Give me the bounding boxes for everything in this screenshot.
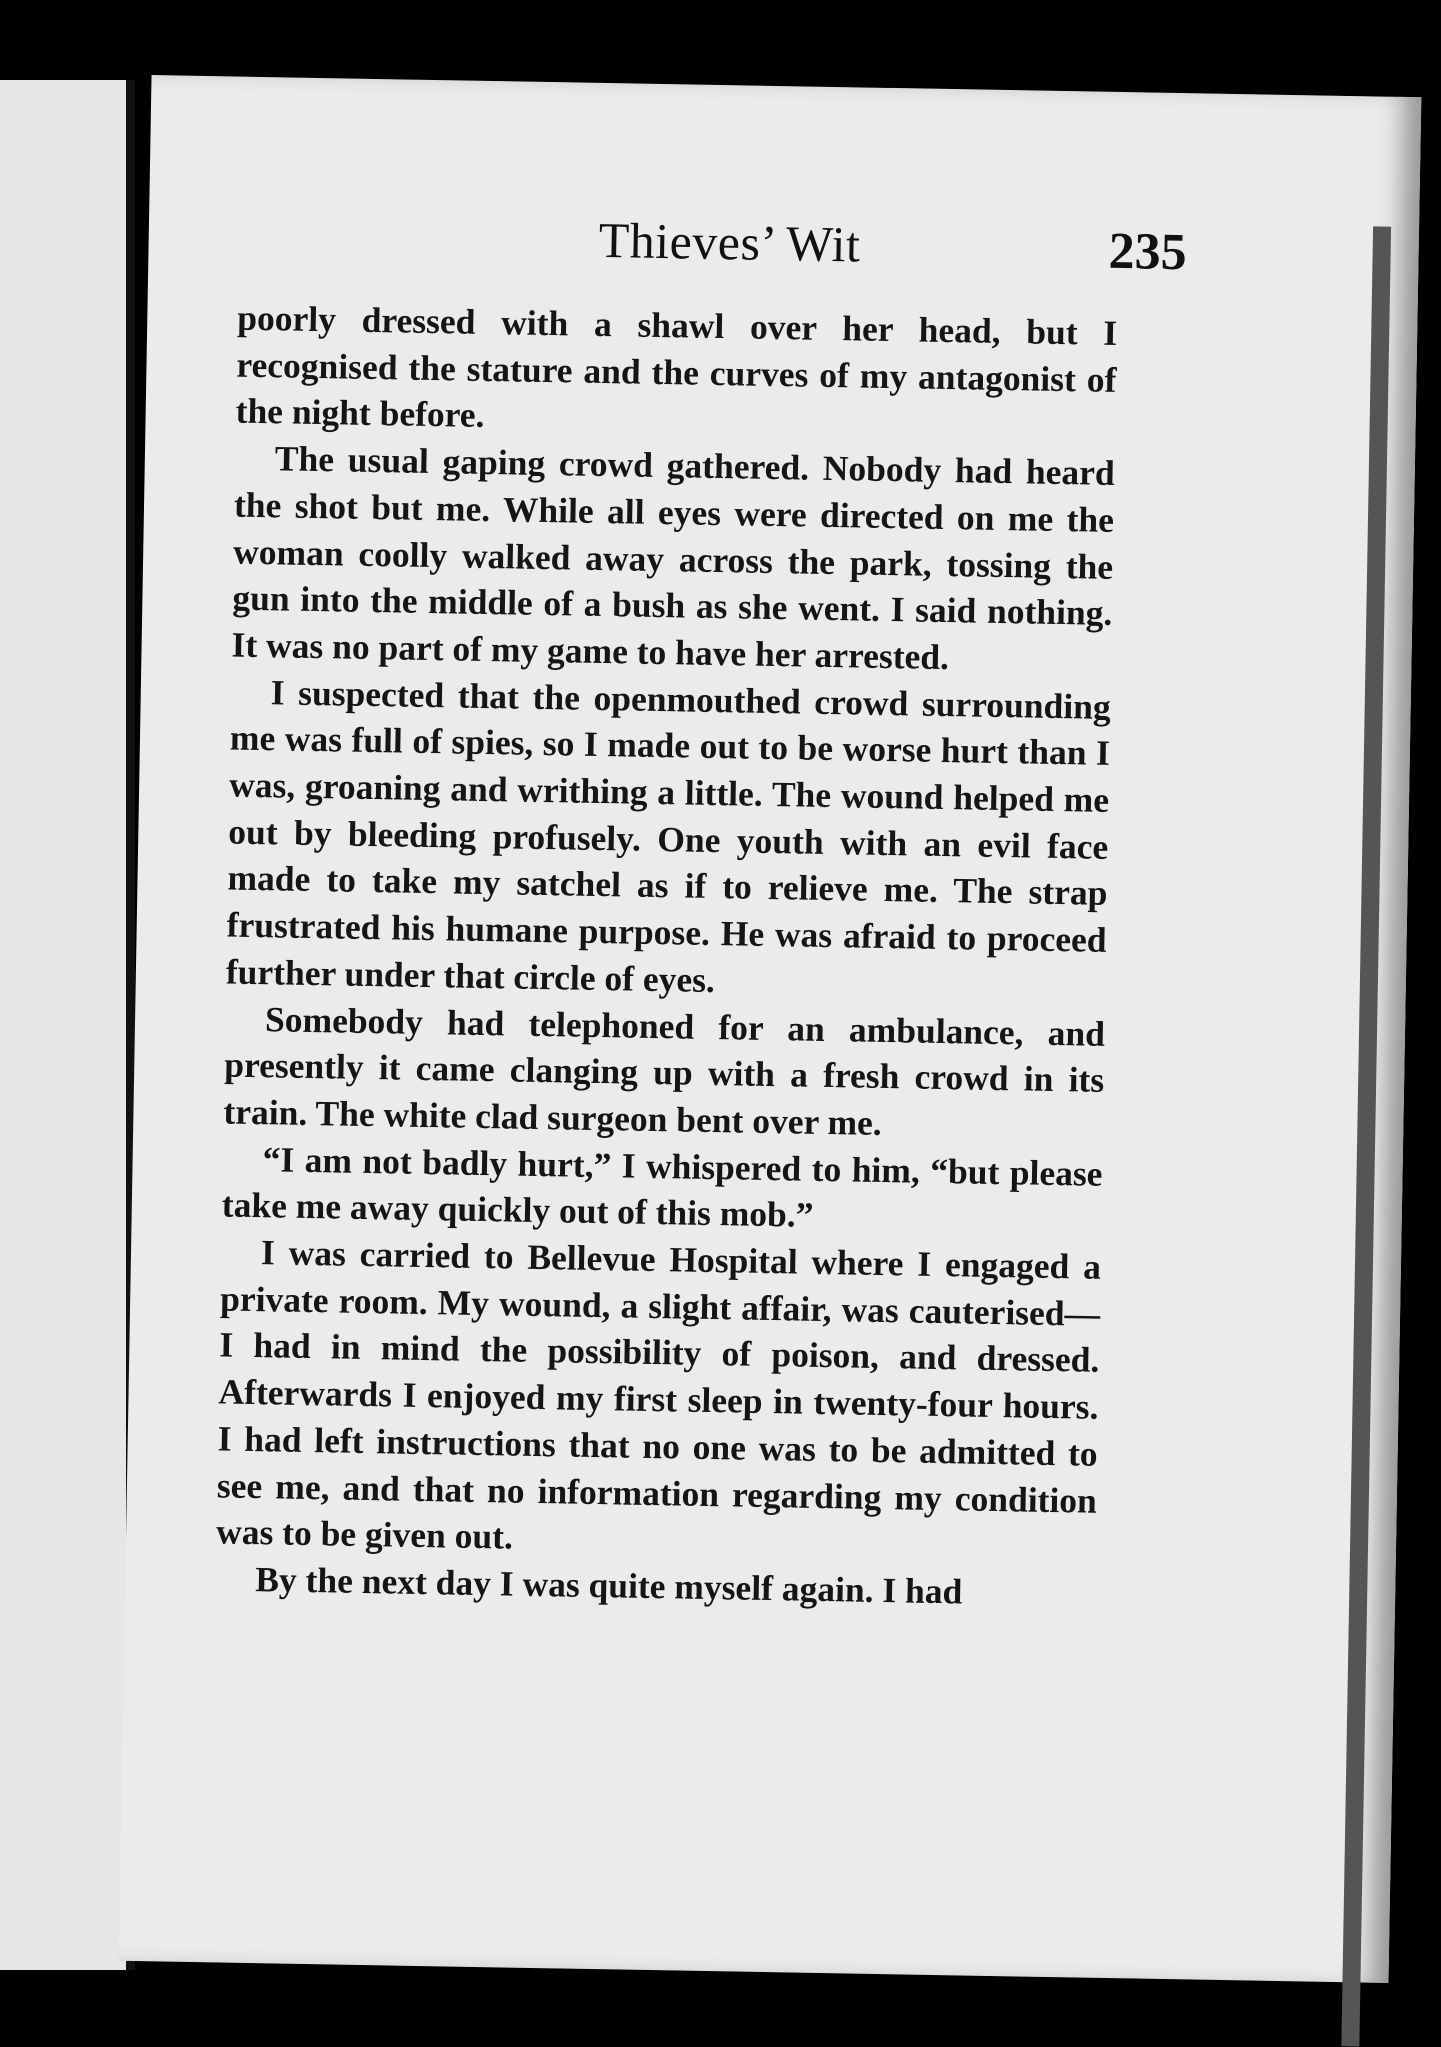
paragraph: The usual gaping crowd gathered. Nobody had heard the shot but me. While all eyes were directed on me the woman coolly walked away across the park, tossing the gun into the middle of a bush as she went. I said nothing. It was no part of my game to have her arrested. — [231, 438, 1116, 677]
paragraph: Somebody had telephoned for an ambulance, and presently it came clanging up with a fresh crowd in its train. The white clad surgeon bent over me. — [223, 998, 1106, 1143]
paragraph: By the next day I was quite myself again. I had — [254, 1559, 963, 1612]
book-page — [119, 75, 1422, 1983]
running-head — [148, 203, 1419, 295]
paragraph: “I am not badly hurt,” I whispered to him, “but please take me away quickly out of this mob.” — [221, 1138, 1103, 1236]
page-edge-shadow — [1341, 226, 1391, 2046]
running-head-title: Thieves’ Wit — [598, 211, 861, 273]
page-number: 235 — [1108, 222, 1188, 282]
paragraph: poorly dressed with a shawl over her head, but I recognised the stature and the curves of my antagonist of the night before. — [235, 297, 1118, 436]
facing-page-edge — [0, 80, 132, 1970]
page-body — [215, 295, 1118, 1618]
paragraph: I was carried to Bellevue Hospital where I engaged a private room. My wound, a slight affair, was cauterised—I had in mind the possibility of poison, and dressed. Afterwards I enjoyed my first sleep in twenty-four hours. I had left instructions that no one was to be admitted to see me, and that no information regarding my condition was to be given out. — [215, 1232, 1102, 1557]
paragraph: I suspected that the openmouthed crowd surrounding me was full of spies, so I made out to be worse hurt than I was, groaning and writhing a little. The wound helped me out by bleeding profusely. One youth with an evil face made to take my satchel as if to relieve me. The strap frustrated his humane purpose. He was afraid to proceed further under that circle of eyes. — [225, 671, 1112, 1000]
